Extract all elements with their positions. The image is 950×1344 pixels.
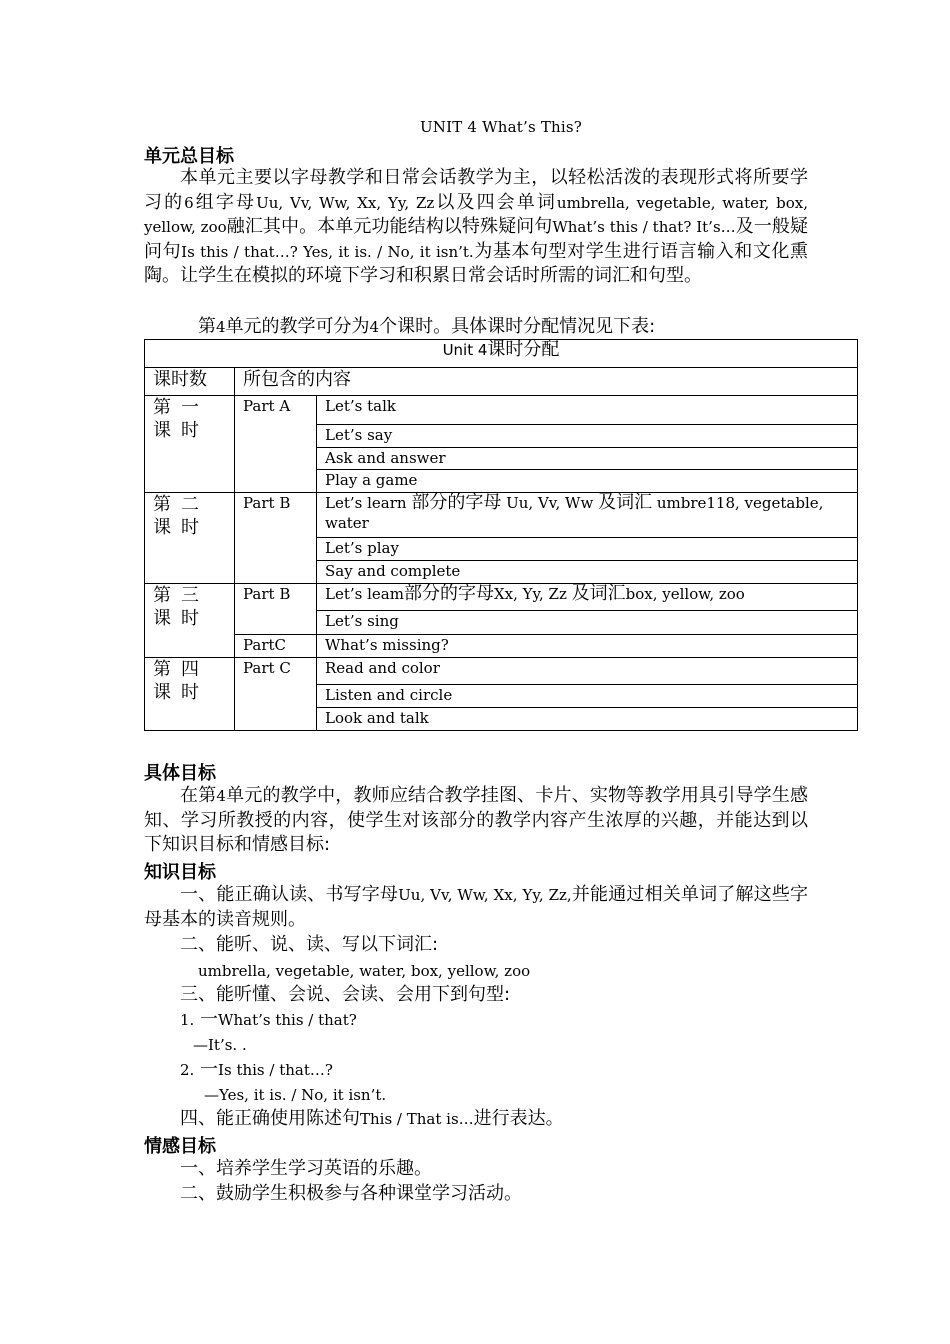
text-span: 4: [369, 318, 380, 336]
table-header-row: [145, 368, 858, 396]
knowledge-item-3: 三、能听懂、会说、会读、会用下到句型:: [180, 984, 511, 1005]
text-span: box, yellow, zoo: [625, 585, 745, 603]
text-span: Xx, Yy, Zz: [493, 585, 567, 603]
text-span: 课时分配: [487, 339, 560, 360]
text-span: Unit 4: [442, 341, 488, 359]
text-span: 融汇其中。本单元功能结构以特殊疑问句: [226, 216, 553, 237]
text-span: Let’s leam: [325, 585, 404, 603]
text-span: 部分的字母: [411, 492, 502, 513]
sentence-pattern-2-answer: —Yes, it is. / No, it isn’t.: [204, 1086, 387, 1104]
text-span: 部分的字母: [403, 583, 494, 604]
lesson-1-item: Let’s say: [317, 425, 858, 448]
lesson-4-part: Part C: [235, 658, 317, 731]
table-row: [145, 658, 858, 685]
lesson-schedule-table: [144, 339, 858, 731]
emotion-goal-heading: 情感目标: [144, 1136, 216, 1157]
text-span: 组字母: [193, 191, 257, 213]
vocabulary-words: umbrella, vegetable, water, box, yellow, zoo: [198, 962, 531, 980]
text-span: 4: [216, 787, 226, 805]
text-span: 6: [184, 193, 194, 212]
text-span: 2.: [180, 1061, 195, 1079]
text-span: 并能通过相关单词了解这些字母基本的读音规则。: [144, 884, 809, 930]
specific-goal-paragraph: [144, 784, 808, 858]
text-span: Uu, Vv, Ww: [506, 494, 594, 512]
text-span: Let’s learn: [325, 494, 407, 512]
text-span: 及词汇: [571, 583, 626, 604]
text-span: 1.: [180, 1011, 195, 1029]
unit-goal-heading: 单元总目标: [144, 146, 234, 167]
document-title: UNIT 4 What’s This?: [419, 118, 583, 136]
knowledge-item-4: [180, 1107, 564, 1131]
lesson-4-item: Listen and circle: [317, 685, 858, 708]
sentence-pattern-2: [180, 1058, 333, 1082]
knowledge-goal-heading: 知识目标: [144, 862, 216, 883]
text-span: 单元的教学可分为: [225, 316, 370, 337]
text-span: 个课时。具体课时分配情况见下表:: [379, 316, 656, 337]
emotion-item-1: 一、培养学生学习英语的乐趣。: [180, 1158, 432, 1179]
text-span: 4: [216, 318, 226, 336]
lesson-4-item: Look and talk: [317, 708, 858, 731]
lesson-1-part: Part A: [235, 396, 317, 493]
unit-goal-paragraph: [144, 166, 808, 289]
lesson-2-part: Part B: [235, 493, 317, 584]
text-span: 在第: [180, 785, 217, 806]
text-span: 及词汇: [598, 492, 653, 513]
text-span: 一: [200, 1059, 219, 1080]
lesson-1-item: Ask and answer: [317, 448, 858, 470]
text-span: Uu, Vv, Ww, Xx, Yy, Zz,: [398, 886, 572, 904]
table-row: [145, 396, 858, 425]
lesson-1-item: Let’s talk: [317, 396, 858, 425]
knowledge-item-1: [144, 883, 808, 932]
text-span: 以及四会单词: [434, 191, 557, 213]
lesson-4-label: 第四课时: [145, 658, 235, 731]
text-span: 一: [200, 1009, 219, 1030]
table-row: [145, 584, 858, 611]
specific-goal-heading: 具体目标: [144, 763, 216, 784]
header-lesson-count: 课时数: [145, 368, 235, 396]
text-span: What’s this / that?: [218, 1011, 357, 1029]
lesson-3-part: Part B: [235, 584, 317, 635]
sentence-pattern-1-answer: —It’s. .: [193, 1036, 247, 1054]
lesson-1-label: 第一课时: [145, 396, 235, 493]
lesson-3-part-c: PartC: [235, 635, 317, 658]
lesson-1-item: Play a game: [317, 470, 858, 493]
lesson-split-sentence: [198, 315, 655, 339]
emotion-item-2: 二、鼓励学生积极参与各种课堂学习活动。: [180, 1183, 522, 1204]
text-span: What’s this / that? It’s…: [552, 218, 736, 236]
table-caption: [145, 340, 858, 368]
lesson-2-item: Say and complete: [317, 561, 858, 584]
text-span: Uu, Vv, Ww, Xx, Yy, Zz: [256, 193, 435, 212]
knowledge-item-2: 二、能听、说、读、写以下词汇:: [180, 934, 439, 955]
lesson-3-label: 第三课时: [145, 584, 235, 658]
header-contents: 所包含的内容: [235, 368, 858, 396]
text-span: 本单元主要以字母教学和日常会话教学为主，以轻松活泼的表现形式将所要学习的: [144, 167, 808, 213]
lesson-3-item: What’s missing?: [317, 635, 858, 658]
lesson-2-label: 第二课时: [145, 493, 235, 584]
lesson-4-item: Read and color: [317, 658, 858, 685]
lesson-2-item: Let’s play: [317, 538, 858, 561]
text-span: 四、能正确使用陈述句: [180, 1108, 360, 1129]
text-span: 第: [198, 316, 216, 337]
text-span: Is this / that…? Yes, it is. / No, it isn’t.: [181, 242, 474, 261]
text-span: Is this / that…?: [218, 1061, 333, 1079]
text-span: This / That is…: [360, 1110, 474, 1128]
text-span: 一、能正确认读、书写字母: [180, 884, 399, 905]
table-row: [145, 493, 858, 538]
text-span: 单元的教学中，教师应结合教学挂图、卡片、实物等教学用具引导学生感知、学习所教授的内容，使学生对该部分的教学内容产生浓厚的兴趣，并能达到以下知识目标和情感目标:: [144, 785, 809, 855]
lesson-3-item: Let’s sing: [317, 611, 858, 635]
table-row: [145, 635, 858, 658]
text-span: umbrella, vegetable, water, box, yellow, zoo: [144, 193, 809, 236]
text-span: 及一般疑问句: [144, 216, 809, 262]
lesson-3-item: [317, 584, 858, 611]
sentence-pattern-1: [180, 1008, 357, 1032]
text-span: umbre118, vegetable, water: [325, 494, 824, 532]
lesson-2-item: [317, 493, 858, 538]
text-span: 进行表达。: [473, 1108, 564, 1129]
table-caption-row: [145, 340, 858, 368]
text-span: 为基本句型对学生进行语言输入和文化熏陶。让学生在模拟的环境下学习和积累日常会话时所需的词汇和句型。: [144, 240, 809, 286]
